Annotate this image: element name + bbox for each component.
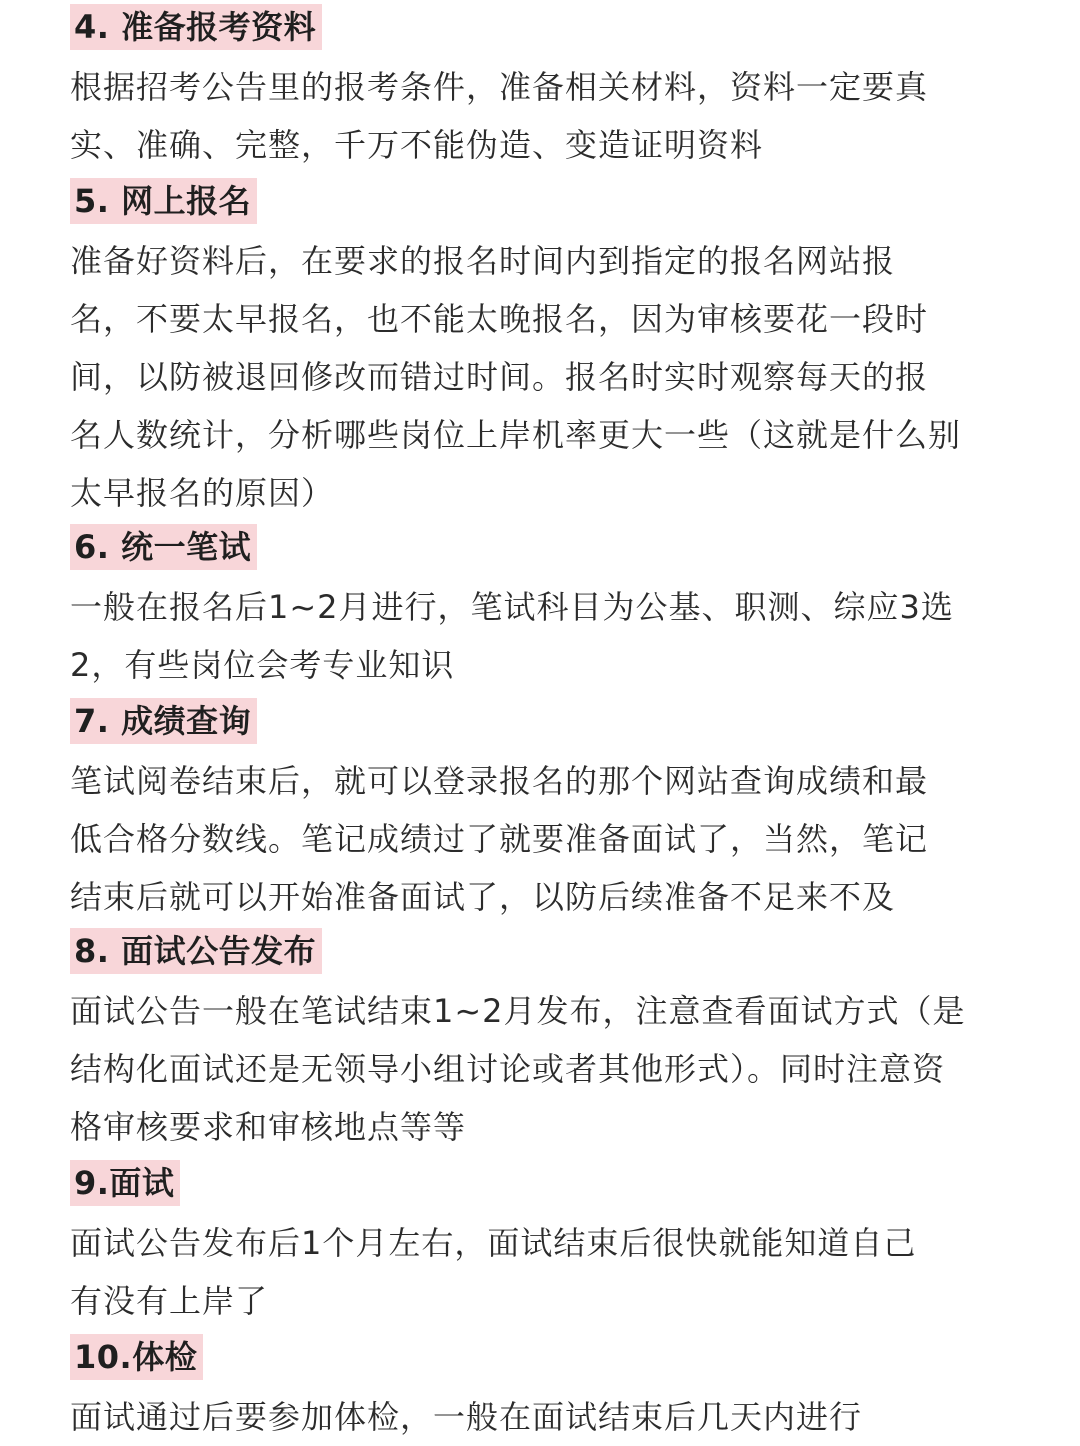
section-heading: 7. 成绩查询 [70, 698, 257, 744]
body-line: 有没有上岸了 [70, 1282, 269, 1320]
body-line: 准备好资料后，在要求的报名时间内到指定的报名网站报 [70, 242, 896, 280]
section-body [70, 578, 1010, 694]
section-heading: 10.体检 [70, 1334, 203, 1380]
section-7-score-query [70, 698, 1010, 926]
body-line: 结束后就可以开始准备面试了，以防后续准备不足来不及 [70, 878, 896, 916]
section-heading: 5. 网上报名 [70, 178, 257, 224]
body-line: 太早报名的原因） [70, 474, 335, 512]
body-line: 面试公告发布后1个月左右，面试结束后很快就能知道自己 [70, 1224, 917, 1262]
section-body [70, 232, 1010, 522]
section-6-written-exam [70, 524, 1010, 694]
body-line: 结构化面试还是无领导小组讨论或者其他形式）。同时注意资 [70, 1050, 946, 1088]
section-9-interview [70, 1160, 1010, 1330]
body-line: 间，以防被退回修改而错过时间。报名时实时观察每天的报 [70, 358, 929, 396]
body-line: 格审核要求和审核地点等等 [70, 1108, 467, 1146]
section-body [70, 1214, 1010, 1330]
body-line: 实、准确、完整，千万不能伪造、变造证明资料 [70, 126, 764, 164]
body-line: 2，有些岗位会考专业知识 [70, 646, 455, 684]
section-10-medical-exam [70, 1334, 1010, 1446]
section-heading: 6. 统一笔试 [70, 524, 257, 570]
section-5-online-registration [70, 178, 1010, 522]
body-line: 笔试阅卷结束后，就可以登录报名的那个网站查询成绩和最 [70, 762, 929, 800]
body-line: 一般在报名后1~2月进行，笔试科目为公基、职测、综应3选 [70, 588, 954, 626]
section-8-interview-notice [70, 928, 1010, 1156]
section-body [70, 982, 1010, 1156]
body-line: 名，不要太早报名，也不能太晚报名，因为审核要花一段时 [70, 300, 929, 338]
section-body [70, 1388, 1010, 1446]
body-line: 低合格分数线。笔记成绩过了就要准备面试了，当然，笔记 [70, 820, 929, 858]
section-4-prepare-materials [70, 4, 1010, 174]
body-line: 根据招考公告里的报考条件，准备相关材料，资料一定要真 [70, 68, 929, 106]
section-body [70, 752, 1010, 926]
section-heading: 4. 准备报考资料 [70, 4, 322, 50]
body-line: 名人数统计，分析哪些岗位上岸机率更大一些（这就是什么别 [70, 416, 962, 454]
section-heading: 9.面试 [70, 1160, 180, 1206]
section-body [70, 58, 1010, 174]
body-line: 面试通过后要参加体检，一般在面试结束后几天内进行 [70, 1398, 863, 1436]
body-line: 面试公告一般在笔试结束1~2月发布，注意查看面试方式（是 [70, 992, 966, 1030]
section-heading: 8. 面试公告发布 [70, 928, 322, 974]
